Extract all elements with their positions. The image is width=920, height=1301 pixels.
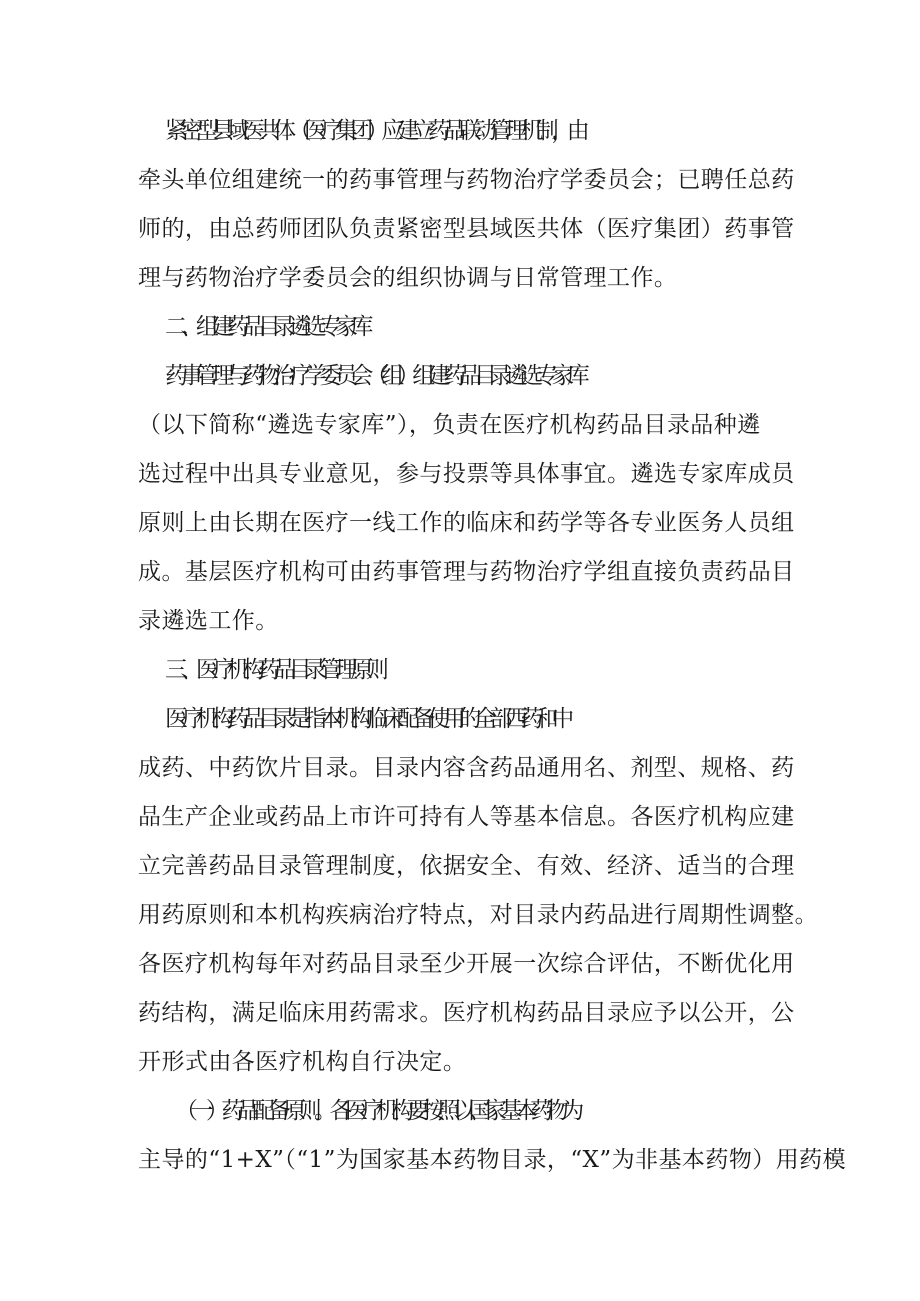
paragraph-2-line-5: 成。基层医疗机构可由药事管理与药物治疗学组直接负责药品目 xyxy=(138,559,795,585)
section-heading-2: 二、组建药品目录遴选专家库 xyxy=(165,314,366,340)
paragraph-3-line-4: 立完善药品目录管理制度，依据安全、有效、经济、适当的合理 xyxy=(138,853,795,879)
paragraph-3-line-5: 用药原则和本机构疾病治疗特点，对目录内药品进行周期性调整。 xyxy=(138,902,819,928)
paragraph-2-line-4: 原则上由长期在医疗一线工作的临床和药学等各专业医务人员组 xyxy=(138,510,795,536)
paragraph-3-line-2: 成药、中药饮片目录。目录内容含药品通用名、剂型、规格、药 xyxy=(138,755,795,781)
paragraph-1-line-2: 牵头单位组建统一的药事管理与药物治疗学委员会；已聘任总药 xyxy=(138,167,795,193)
paragraph-2-line-3: 选过程中出具专业意见，参与投票等具体事宜。遴选专家库成员 xyxy=(138,461,795,487)
paragraph-4-line-2: 主导的“1+X”（“1”为国家基本药物目录，“X”为非基本药物）用药模 xyxy=(138,1147,847,1173)
paragraph-3-line-8: 开形式由各医疗机构自行决定。 xyxy=(138,1049,467,1075)
paragraph-2-line-2: （以下简称“遴选专家库”），负责在医疗机构药品目录品种遴 xyxy=(138,412,761,438)
paragraph-1-line-3: 师的，由总药师团队负责紧密型县域医共体（医疗集团）药事管 xyxy=(138,216,795,242)
paragraph-2-line-1: 药事管理与药物治疗学委员会（组）组建药品目录遴选专家库 xyxy=(165,363,583,389)
paragraph-1-line-4: 理与药物治疗学委员会的组织协调与日常管理工作。 xyxy=(138,265,678,291)
paragraph-2-line-6: 录遴选工作。 xyxy=(138,608,279,634)
paragraph-3-line-3: 品生产企业或药品上市许可持有人等基本信息。各医疗机构应建 xyxy=(138,804,795,830)
paragraph-4-line-1: （一）药品配备原则。各医疗机构要按照以国家基本药物为 xyxy=(175,1098,577,1124)
paragraph-3-line-1: 医疗机构药品目录是指本机构临床配备使用的全部西药和中 xyxy=(165,706,567,732)
section-heading-3: 三、医疗机构药品目录管理原则 xyxy=(165,657,382,683)
paragraph-3-line-7: 药结构，满足临床用药需求。医疗机构药品目录应予以公开，公 xyxy=(138,1000,795,1026)
paragraph-1-line-1: 紧密型县域医共体（医疗集团）应建立药品联动管理机制，由 xyxy=(165,118,583,144)
paragraph-3-line-6: 各医疗机构每年对药品目录至少开展一次综合评估，不断优化用 xyxy=(138,951,795,977)
